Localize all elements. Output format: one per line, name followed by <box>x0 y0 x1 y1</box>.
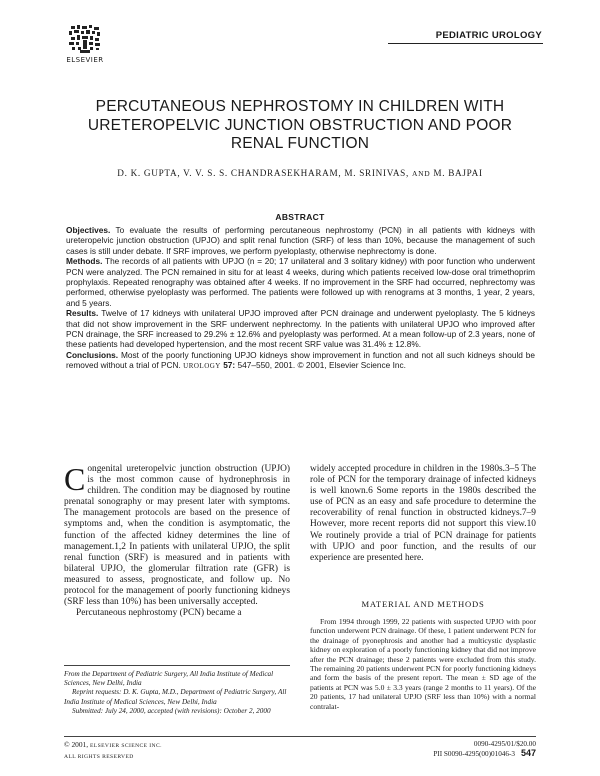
footnote-rule <box>64 665 290 666</box>
issn-code: 0090-4295/01/$20.00 <box>473 740 536 748</box>
copyright-publisher: ELSEVIER SCIENCE INC. <box>89 743 162 749</box>
intro-paragraph-1 <box>64 461 290 608</box>
methods-section-body <box>310 617 536 711</box>
elsevier-tree-icon <box>68 24 102 54</box>
methods-paragraph-1: From 1994 through 1999, 22 patients with suspected UPJO with poor function underwent PCN drainage. Of these, 1 patient underwent PCN for the drainage of pyonephrosis and another had a multicystic dysplastic kidney on exploration of a poorly functioning kidney that did not improve after the PCN drainage; these 2 patients were excluded from this study. The remaining 20 patients underwent PCN for poorly functioning kidneys and form the basis of the present report. The mean ± SD age of the patients at PCN was 5.0 ± 3.3 years (range 2 months to 11 years). Of the 20 patients, 17 had unilateral UPJO (SRF less than 10%) with a normal contralat- <box>310 617 536 711</box>
footnote-reprints: Reprint requests: D. K. Gupta, M.D., Department of Pediatric Surgery, All India Institute of Medical Sciences, New Delhi, India <box>64 688 287 706</box>
copyright-notice <box>64 740 162 762</box>
section-label: PEDIATRIC UROLOGY <box>435 30 542 41</box>
publisher-logo <box>64 24 106 64</box>
footnote-affiliation: From the Department of Pediatric Surgery, All India Institute of Medical Sciences, New Delhi, India <box>64 670 274 688</box>
results-label: Results. <box>66 308 99 319</box>
objectives-text: To evaluate the results of performing percutaneous nephrostomy (PCN) in all patients with kidneys with ureteropelvic junction obstruction (UPJO) and split renal function (SRF) of less than 10%, because the management of such cases is still under debate. If SRF improves, we perform pyeloplasty, otherwise nephrectomy is done. <box>66 225 536 256</box>
conclusions-label: Conclusions. <box>66 349 119 360</box>
journal-name: UROLOGY <box>183 362 221 371</box>
header-rule <box>388 43 543 44</box>
article-title: PERCUTANEOUS NEPHROSTOMY IN CHILDREN WITH URETEROPELVIC JUNCTION OBSTRUCTION AND POOR RENAL FUNCTION <box>87 98 513 152</box>
authors-last: M. BAJPAI <box>433 168 483 178</box>
intro-paragraph-2-end: widely accepted procedure in children in the 1980s.3–5 The role of PCN for the temporary drainage of infected kidneys is well known.6 Some reports in the 1980s described the use of PCN as an easy and safe procedure to determine the recoverability of renal function in obstructed kidneys.7–9 However, more recent reports did not support this view.10 We routinely provide a trial of PCN drainage for patients with UPJO and poor function, and the results of our experience are presented here. <box>310 464 536 563</box>
footnote-submitted: Submitted: July 24, 2000, accepted (with revisions): October 2, 2000 <box>72 706 271 715</box>
pii-code: PII S0090-4295(00)01046-3 <box>433 750 515 758</box>
authors-and: AND <box>412 169 431 178</box>
methods-label: Methods. <box>66 256 103 267</box>
abstract-objectives <box>66 225 535 256</box>
citation-volume: 57: <box>223 360 236 371</box>
footer-rule <box>64 736 536 737</box>
authors-main: D. K. GUPTA, V. V. S. S. CHANDRASEKHARAM, M. SRINIVAS, <box>117 168 409 178</box>
rights-reserved: ALL RIGHTS RESERVED <box>64 754 134 760</box>
footnotes <box>64 670 290 716</box>
methods-text: The records of all patients with UPJO (n = 20; 17 unilateral and 3 solitary kidney) with poor function who underwent PCN were analyzed. The PCN remained in situ for at least 4 weeks, during which patients received low-dose oral trimethoprim prophylaxis. Repeated renography was obtained after 4 weeks. If no improvement in the SRF had occurred, nephrectomy was performed, otherwise pyeloplasty was performed. The patients were followed up with renograms at 3 months, 1 year, 2 years, and 5 years. <box>66 256 535 308</box>
intro-paragraph-2-start: Percutaneous nephrostomy (PCN) became a <box>76 608 242 619</box>
abstract-conclusions <box>66 350 535 372</box>
abstract-results <box>66 308 535 350</box>
publisher-logo-text: ELSEVIER <box>66 56 104 64</box>
abstract-heading: ABSTRACT <box>275 212 325 222</box>
body-column-left <box>64 461 290 619</box>
page-number: 547 <box>520 748 536 758</box>
objectives-label: Objectives. <box>66 225 111 235</box>
citation-rest: 547–550, 2001. © 2001, Elsevier Science Inc. <box>237 360 406 371</box>
intro-dropcap: C <box>64 461 86 497</box>
results-text: Twelve of 17 kidneys with unilateral UPJO improved after PCN drainage and underwent pyeloplasty. The 5 kidneys that did not show improvement in the SRF underwent nephrectomy. In the patients with unilateral UPJO who improved after PCN drainage, the SRF increased to 29.2% ± 12.6% and pyeloplasty was performed. At a mean follow-up of 2.3 years, none of these patients had developed hypertension, and the most recent SRF value was 31.4% ± 12.8%. <box>66 308 535 350</box>
copyright-main: © 2001, <box>64 740 90 749</box>
author-list <box>60 168 540 178</box>
abstract-methods <box>66 256 535 308</box>
publication-codes <box>433 740 536 759</box>
intro-text: ongenital ureteropelvic junction obstruction (UPJO) is the most common cause of hydronephrosis in children. The condition may be diagnosed by routine prenatal sonography or may present later with symptoms. The management protocols are based on the presence of symptoms and, when the condition is asymptomatic, the function of the affected kidney determines the line of management.1,2 In patients with unilateral UPJO, the split renal function (SRF) is measured and in patients with bilateral UPJO, the glomerular filtration rate (GFR) is measured to assess, prognosticate, and follow up. No protocol for the management of poorly functioning kidneys (SRF less than 10%) has been universally accepted. <box>64 464 290 608</box>
body-column-right <box>310 464 536 564</box>
abstract-body <box>66 225 535 372</box>
methods-section-heading: MATERIAL AND METHODS <box>361 599 485 609</box>
conclusions-text: Most of the poorly functioning UPJO kidneys show improvement in function and not all such kidneys should be removed without a trial of PCN. <box>66 349 535 371</box>
